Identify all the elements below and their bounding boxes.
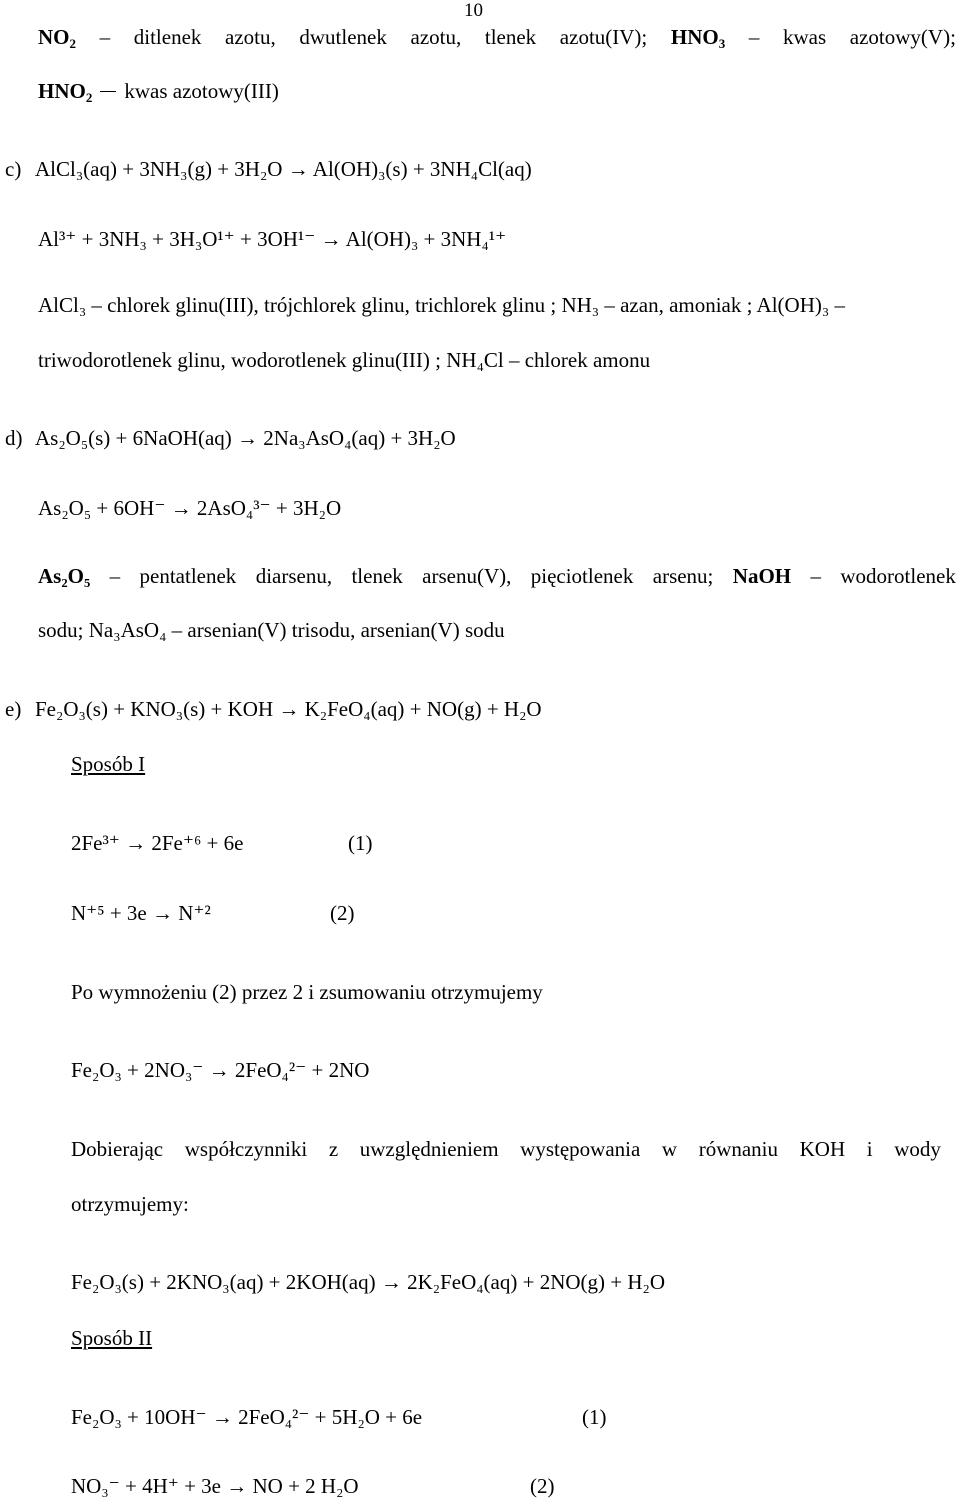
equation-number: (1) bbox=[582, 1405, 607, 1429]
section-c-equation bbox=[5, 159, 532, 180]
dash: – bbox=[748, 25, 760, 49]
dash: – bbox=[109, 564, 121, 588]
word: pięciotlenek bbox=[530, 564, 634, 588]
paragraph: otrzymujemy: bbox=[71, 1192, 189, 1216]
equation-number: (1) bbox=[348, 831, 373, 855]
section-e-equation bbox=[5, 699, 542, 720]
dash: – bbox=[99, 25, 111, 49]
hno2-name: kwas azotowy(III) bbox=[124, 79, 279, 103]
word: tlenek bbox=[484, 25, 537, 49]
word: i bbox=[866, 1137, 873, 1161]
page-number: 10 bbox=[464, 0, 483, 21]
word: z bbox=[328, 1137, 339, 1161]
half-reaction: Fe₂O₃ + 10OH⁻ → 2FeO₄²⁻ + 5H₂O + 6e bbox=[71, 1405, 423, 1429]
compound-names bbox=[38, 566, 956, 587]
dash: – bbox=[810, 564, 821, 588]
dash-mark bbox=[100, 91, 116, 92]
word: KOH bbox=[799, 1137, 846, 1161]
ionic-equation: Al³⁺ + 3NH₃ + 3H₃O¹⁺ + 3OH¹⁻ → Al(OH)₃ + 3NH₄¹⁺ bbox=[38, 227, 507, 251]
word: arsenu(V), bbox=[422, 564, 512, 588]
word: ditlenek bbox=[133, 25, 202, 49]
hno3-formula: $HNO_3$ bbox=[670, 25, 726, 51]
word: występowania bbox=[520, 1137, 641, 1161]
hno2-name-line bbox=[38, 79, 279, 105]
word: azotu, bbox=[225, 25, 276, 49]
word: azotu(IV); bbox=[559, 25, 648, 49]
formula: NaOH bbox=[732, 564, 792, 588]
word: azotu, bbox=[410, 25, 462, 49]
section-label: e) bbox=[5, 697, 22, 721]
method-heading: Sposób II bbox=[71, 1326, 153, 1350]
word: równaniu bbox=[698, 1137, 779, 1161]
equation: Fe₂O₃(s) + KNO₃(s) + KOH → K₂FeO₄(aq) + NO(g) + H₂O bbox=[35, 697, 542, 721]
word: współczynniki bbox=[184, 1137, 308, 1161]
half-reaction: 2Fe³⁺ → 2Fe⁺⁶ + 6e bbox=[71, 831, 244, 855]
balanced-equation: Fe₂O₃(s) + 2KNO₃(aq) + 2KOH(aq) → 2K₂FeO₄(aq) + 2NO(g) + H₂O bbox=[71, 1270, 666, 1294]
word: dwutlenek bbox=[299, 25, 387, 49]
word: diarsenu, bbox=[255, 564, 333, 588]
word: wody bbox=[894, 1137, 941, 1161]
word: arsenu; bbox=[652, 564, 714, 588]
paragraph: Po wymnożeniu (2) przez 2 i zsumowaniu otrzymujemy bbox=[71, 980, 543, 1004]
formula: As₂O₅ bbox=[38, 564, 91, 588]
equation-number: (2) bbox=[330, 901, 355, 925]
half-reaction: N⁺⁵ + 3e → N⁺² bbox=[71, 901, 211, 925]
word: pentatlenek bbox=[139, 564, 237, 588]
word: Dobierając bbox=[71, 1137, 164, 1161]
equation-number: (2) bbox=[530, 1474, 555, 1498]
ionic-equation: As₂O₅ + 6OH⁻ → 2AsO₄³⁻ + 3H₂O bbox=[38, 496, 342, 520]
word: uwzględnieniem bbox=[359, 1137, 499, 1161]
subscript: 2 bbox=[85, 90, 93, 105]
half-reaction: NO₃⁻ + 4H⁺ + 3e → NO + 2 H₂O bbox=[71, 1474, 359, 1498]
method-heading: Sposób I bbox=[71, 752, 146, 776]
no2-formula: $NO_2$ bbox=[38, 25, 76, 51]
equation: AlCl₃(aq) + 3NH₃(g) + 3H₂O → Al(OH)₃(s) + 3NH₄Cl(aq) bbox=[35, 157, 532, 181]
section-label: c) bbox=[5, 157, 22, 181]
compound-names: triwodorotlenek glinu, wodorotlenek glinu(III) ; NH₄Cl – chlorek amonu bbox=[38, 348, 651, 372]
section-d-equation bbox=[5, 428, 456, 449]
hno2-formula: HNO bbox=[38, 79, 86, 103]
compound-names: AlCl₃ – chlorek glinu(III), trójchlorek glinu, trichlorek glinu ; NH₃ – azan, amoniak ; Al(OH)₃ – bbox=[38, 293, 845, 317]
word: kwas bbox=[782, 25, 827, 49]
word: w bbox=[661, 1137, 678, 1161]
paragraph bbox=[71, 1139, 941, 1160]
no2-hno3-names-line bbox=[38, 25, 956, 51]
word: wodorotlenek bbox=[840, 564, 956, 588]
word: tlenek bbox=[351, 564, 403, 588]
summed-equation: Fe₂O₃ + 2NO₃⁻ → 2FeO₄²⁻ + 2NO bbox=[71, 1058, 370, 1082]
compound-names: sodu; Na₃AsO₄ – arsenian(V) trisodu, arsenian(V) sodu bbox=[38, 618, 505, 642]
section-label: d) bbox=[5, 426, 23, 450]
equation: As₂O₅(s) + 6NaOH(aq) → 2Na₃AsO₄(aq) + 3H₂O bbox=[35, 426, 456, 450]
word: azotowy(V); bbox=[849, 25, 956, 49]
